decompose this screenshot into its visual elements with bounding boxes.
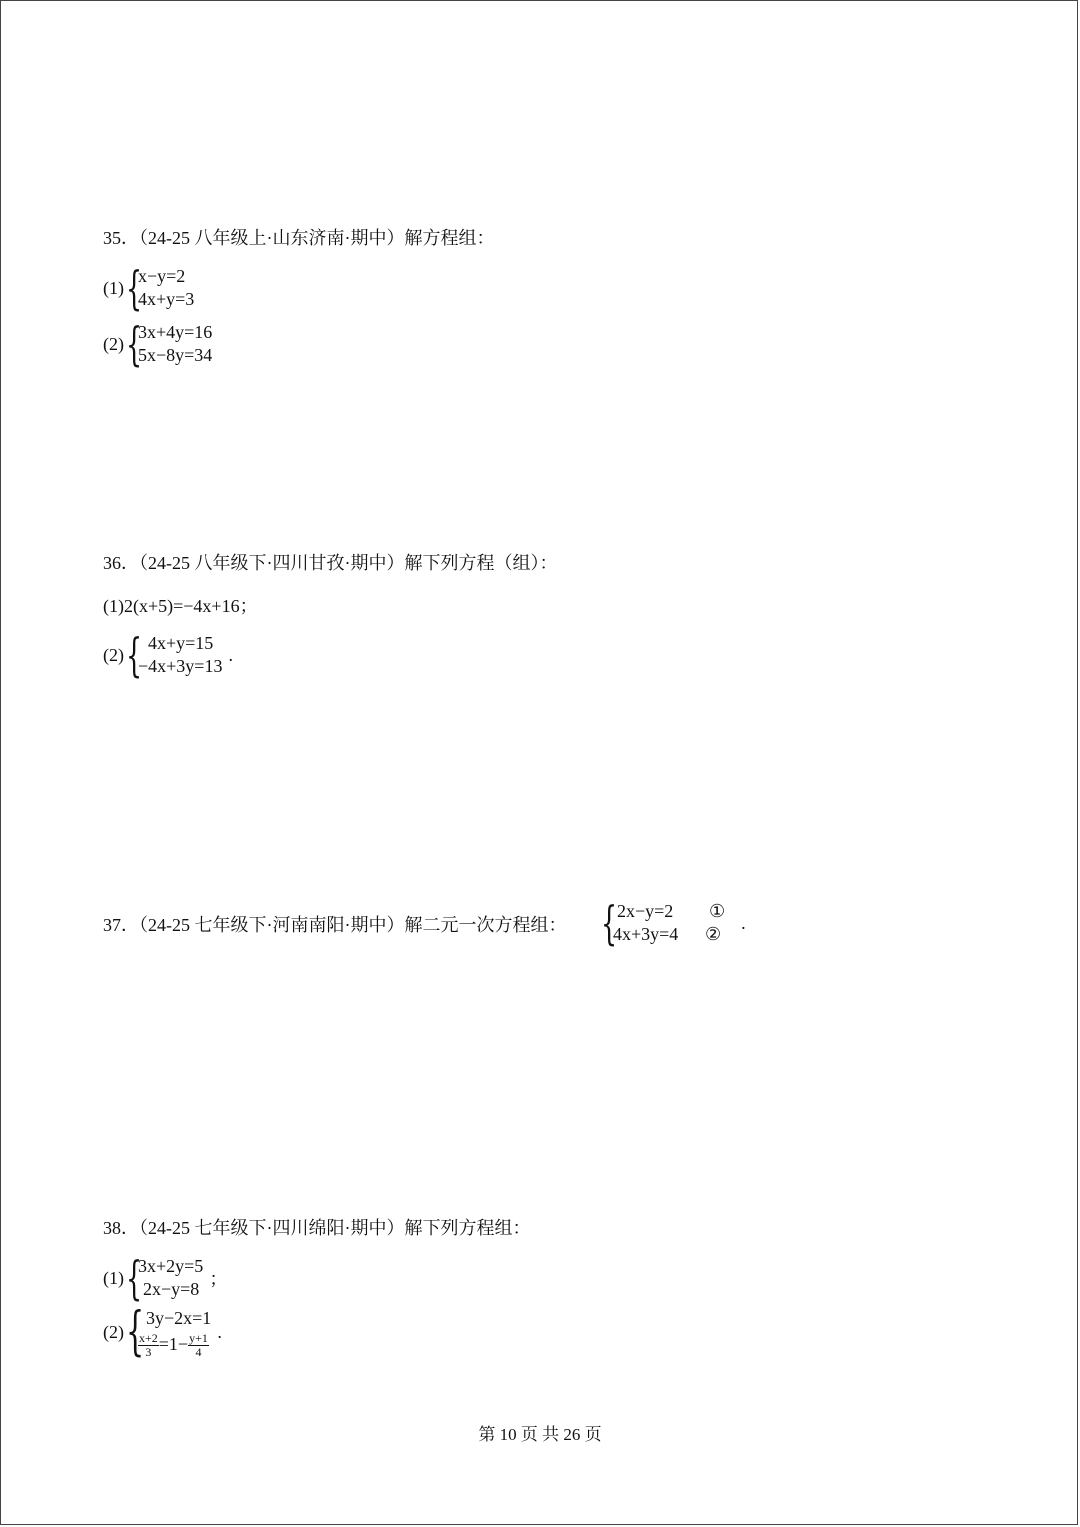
tail-punct: . (741, 912, 746, 933)
q35-system-1 (103, 261, 195, 315)
equation-middle: =1− (158, 1334, 189, 1354)
q38-system-1 (103, 1251, 228, 1305)
q36-system-2 (103, 628, 233, 682)
q38-system-2 (103, 1302, 222, 1363)
fraction (188, 1332, 209, 1359)
q37-system (601, 896, 746, 950)
equation: 3x+2y=5 (138, 1256, 204, 1276)
fraction-equation (138, 1331, 211, 1359)
q36-equation-1: (1)2(x+5)=−4x+16； (103, 596, 258, 616)
part-label: (1) (103, 277, 124, 298)
equation: 3x+4y=16 (138, 322, 213, 342)
q35-system-2 (103, 317, 213, 371)
equation: 5x−8y=34 (138, 345, 213, 365)
equation: 4x+3y=4 (613, 924, 679, 944)
part-label: (2) (103, 644, 124, 665)
brace-icon: { (126, 628, 143, 682)
brace-icon: { (126, 261, 143, 315)
tail-punct: ； (209, 1269, 228, 1289)
part-label: (2) (103, 1321, 124, 1342)
circled-one-marker: ① (709, 901, 726, 921)
question-36-header: 36．（24-25 八年级下·四川甘孜·期中）解下列方程（组）： (103, 553, 558, 573)
part-label: (2) (103, 333, 124, 354)
question-38-header: 38．（24-25 七年级下·四川绵阳·期中）解下列方程组： (103, 1218, 531, 1238)
tail-punct: . (228, 644, 233, 665)
brace-icon: { (126, 1302, 145, 1363)
equation-row (613, 923, 725, 946)
denominator: 4 (195, 1345, 202, 1360)
equation: 4x+y=3 (138, 289, 195, 309)
equation: −4x+3y=13 (138, 656, 223, 676)
brace-icon: { (126, 317, 143, 371)
equation: x−y=2 (138, 266, 186, 286)
numerator: y+1 (189, 1331, 208, 1346)
numerator: x+2 (139, 1331, 158, 1346)
equation: 2x−y=8 (143, 1279, 200, 1299)
circled-two-marker: ② (705, 924, 722, 944)
denominator: 3 (145, 1345, 152, 1360)
brace-icon: { (126, 1251, 143, 1305)
question-37-header: 37．（24-25 七年级下·河南南阳·期中）解二元一次方程组： (103, 915, 567, 935)
equation: 4x+y=15 (148, 633, 214, 653)
equation: 3y−2x=1 (146, 1308, 212, 1328)
equation-row (613, 900, 725, 923)
tail-punct: . (217, 1321, 222, 1342)
question-35-header: 35．（24-25 八年级上·山东济南·期中）解方程组： (103, 228, 495, 248)
page-footer: 第 10 页 共 26 页 (478, 1425, 602, 1444)
part-label: (1) (103, 1267, 124, 1288)
equation: 2x−y=2 (617, 901, 674, 921)
brace-icon: { (601, 896, 618, 950)
